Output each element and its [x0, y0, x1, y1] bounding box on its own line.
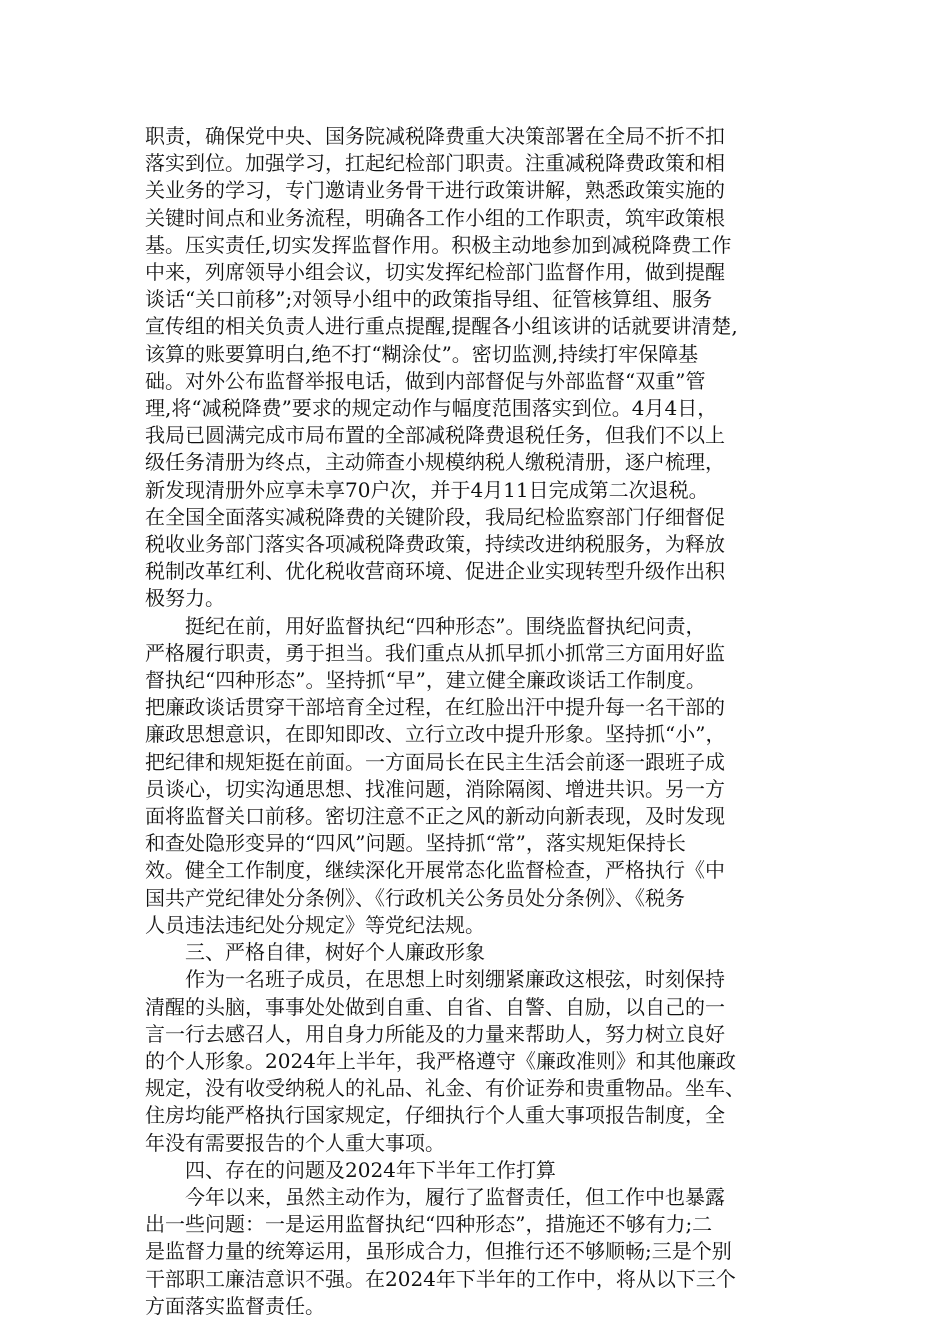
paragraph-tax-reduction-supervision: 职责，确保党中央、国务院减税降费重大决策部署在全局不折不扣 落实到位。加强学习，扛起纪检部门职责。注重减税降费政策和相 关业务的学习，专门邀请业务骨干进行政策讲解，熟悉政策实施的 关键时间点和业务流程，明确各工作小组的工作职责，筑牢政策根 基。压实责任,切实发挥监督作用。积极主动地参加到减税降费工作 中来，列席领导小组会议，切实发挥纪检部门监督作用，做到提醒 谈话“关口前移”;对领导小组中的政策指导组、征管核算组、服务 宣传组的相关负责人进行重点提醒,提醒各小组该讲的话就要讲清楚, 该算的账要算明白,绝不打“糊涂仗”。密切监测,持续打牢保障基 础。对外公布监督举报电话，做到内部督促与外部监督“双重”管 理,将“减税降费”要求的规定动作与幅度范围落实到位。4月4日， 我局已圆满完成市局布置的全部减税降费退税任务，但我们不以上 级任务清册为终点，主动筛查小规模纳税人缴税清册，逐户梳理， 新发现清册外应享未享70户次，并于4月11日完成第二次退税。 在全国全面落实减税降费的关键阶段，我局纪检监察部门仔细督促 税收业务部门落实各项减税降费政策，持续改进纳税服务，为释放 税制改革红利、优化税收营商环境、促进企业实现转型升级作出积 极努力。	[145, 124, 738, 611]
paragraph-problems: 今年以来，虽然主动作为，履行了监督责任，但工作中也暴露 出一些问题：一是运用监督执纪“四种形态”，措施还不够有力;二 是监督力量的统筹运用，虽形成合力，但推行还不够顺畅;三是个别 干部职工廉洁意识不强。在2024年下半年的工作中，将从以下三个 方面落实监督责任。	[145, 1184, 736, 1318]
document-body	[145, 123, 810, 1320]
paragraph-four-forms: 挺纪在前，用好监督执纪“四种形态”。围绕监督执纪问责， 严格履行职责，勇于担当。我们重点从抓早抓小抓常三方面用好监 督执纪“四种形态”。坚持抓“早”，建立健全廉政谈话工作制度。 把廉政谈话贯穿干部培育全过程，在红脸出汗中提升每一名干部的 廉政思想意识，在即知即改、立行立改中提升形象。坚持抓“小”， 把纪律和规矩挺在前面。一方面局长在民主生活会前逐一跟班子成 员谈心，切实沟通思想、找准问题，消除隔阂、增进共识。另一方 面将监督关口前移。密切注意不正之风的新动向新表现，及时发现 和查处隐形变异的“四风”问题。坚持抓“常”，落实规矩保持长 效。健全工作制度，继续深化开展常态化监督检查，严格执行《中 国共产党纪律处分条例》、《行政机关公务员处分条例》、《税务 人员违法违纪处分规定》等党纪法规。	[145, 613, 726, 937]
paragraph-personal-integrity: 作为一名班子成员，在思想上时刻绷紧廉政这根弦，时刻保持 清醒的头脑，事事处处做到自重、自省、自警、自励，以自己的一 言一行去感召人，用自身力所能及的力量来帮助人，努力树立良好 的个人形象。2024年上半年，我严格遵守《廉政准则》和其他廉政 规定，没有收受纳税人的礼品、礼金、有价证券和贵重物品。坐车、 住房均能严格执行国家规定，仔细执行个人重大事项报告制度，全 年没有需要报告的个人重大事项。	[145, 967, 745, 1155]
section-heading-self-discipline: 三、严格自律，树好个人廉政形象	[185, 940, 485, 965]
section-heading-problems-and-plans: 四、存在的问题及2024年下半年工作打算	[185, 1157, 556, 1182]
